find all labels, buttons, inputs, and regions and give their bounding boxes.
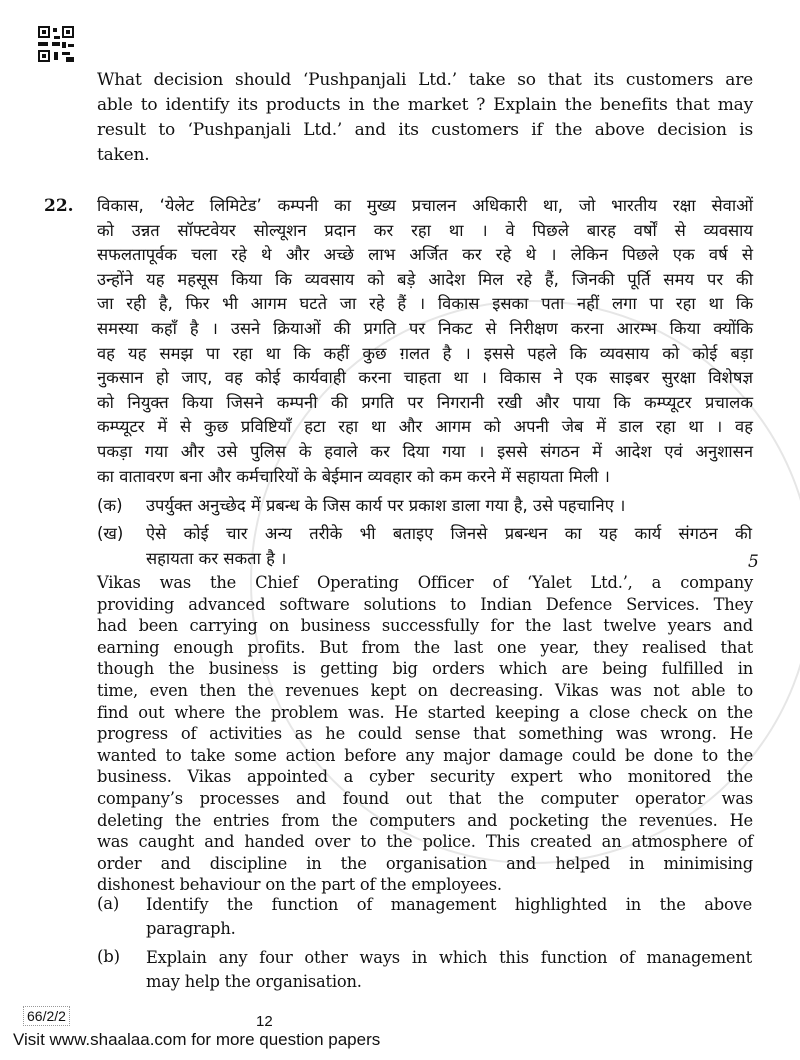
english-part-label: (a) (97, 894, 120, 913)
text-line: order and discipline in the organisation and helped in minimising (97, 853, 753, 873)
text-line: विकास, ‘येलेट लिमिटेड’ कम्पनी का मुख्य प्रचालन अधिकारी था, जो भारतीय रक्षा सेवाओं (97, 196, 753, 215)
text-line: Vikas was the Chief Operating Officer of ‘Yalet Ltd.’, a company (97, 573, 753, 592)
text-line: Explain any four other ways in which this function of management (146, 948, 752, 967)
hindi-part-ka (146, 494, 724, 519)
hindi-part-label: (ख) (97, 524, 124, 543)
text-line: कम्प्यूटर में से कुछ प्रविष्टियाँ हटा रहा था और आगम को अपनी जेब में डाल रहा था । वह (97, 417, 753, 437)
text-line: सफलतापूर्वक चला रहे थे और अच्छे लाभ अर्जित कर रहे थे । लेकिन पिछले एक वर्ष से (97, 245, 753, 265)
text-line: business. Vikas appointed a cyber security expert who monitored the (97, 767, 753, 787)
text-line: को नियुक्त किया जिसने कम्पनी की प्रगति पर निगरानी रखी और पाया कि कम्प्यूटर प्रचालक (97, 392, 753, 412)
text-line: जा रही है, फिर भी आगम घटते जा रहे हैं । विकास इसका पता नहीं लगा पा रहा था कि (97, 294, 753, 314)
text-line: progress of activities as he could sense that something was wrong. He (97, 724, 753, 744)
text-line: को उन्नत सॉफ्टवेयर सोल्यूशन प्रदान कर रहा था । वे पिछले बारह वर्षों से व्यवसाय (97, 220, 753, 240)
text-line: सहायता कर सकता है । (146, 548, 287, 568)
paper-code: 66/2/2 (23, 1006, 70, 1026)
text-line: का वातावरण बना और कर्मचारियों के बेईमान व्यवहार को कम करने में सहायता मिली । (97, 466, 610, 486)
visit-link[interactable]: Visit www.shaalaa.com for more question papers (13, 1030, 381, 1049)
text-line: providing advanced software solutions to Indian Defence Services. They (97, 594, 753, 614)
english-part-a (146, 893, 752, 941)
text-line: find out where the problem was. He started keeping a close check on the (97, 702, 753, 722)
text-line: may help the organisation. (146, 972, 362, 991)
text-line: taken. (97, 145, 150, 165)
text-line: नुकसान हो जाए, वह कोई कार्यवाही करना चाहता था । विकास ने एक साइबर सुरक्षा विशेषज्ञ (97, 368, 753, 388)
text-line: पकड़ा गया और उसे पुलिस के हवाले कर दिया गया । इससे संगठन में आदेश एवं अनुशासन (97, 441, 753, 461)
text-line: earning enough profits. But from the last one year, they realised that (97, 637, 753, 657)
english-part-label: (b) (97, 947, 120, 966)
marks: 5 (748, 552, 759, 572)
text-line: deleting the entries from the computers and pocketing the revenues. He (97, 810, 753, 830)
text-line: What decision should ‘Pushpanjali Ltd.’ take so that its customers are (97, 70, 753, 90)
text-line: उपर्युक्त अनुच्छेद में प्रबन्ध के जिस कार्य पर प्रकाश डाला गया है, उसे पहचानिए । (146, 496, 626, 515)
hindi-part-label: (क) (97, 496, 123, 515)
text-line: dishonest behaviour on the part of the employees. (97, 875, 502, 895)
text-line: paragraph. (146, 919, 236, 938)
text-line: able to identify its products in the market ? Explain the benefits that may (97, 95, 753, 115)
text-line: had been carrying on business successfully for the last twelve years and (97, 616, 753, 636)
text-line: Identify the function of management highlighted in the above (146, 895, 752, 914)
qr-code-icon (38, 26, 74, 62)
text-line: ऐसे कोई चार अन्य तरीके भी बताइए जिनसे प्रबन्धन का यह कार्य संगठन की (146, 524, 752, 543)
text-line: time, even then the revenues kept on decreasing. Vikas was not able to (97, 680, 753, 700)
text-line: समस्या कहाँ है । उसने क्रियाओं की प्रगति पर निकट से निरीक्षण करना आरम्भ किया क्योंकि (97, 318, 753, 338)
english-part-b (146, 946, 752, 994)
hindi-paragraph (97, 194, 753, 489)
page-number: 12 (256, 1013, 273, 1030)
intro-paragraph (97, 68, 753, 168)
text-line: result to ‘Pushpanjali Ltd.’ and its customers if the above decision is (97, 120, 753, 140)
hindi-part-kha (146, 522, 752, 571)
text-line: was caught and handed over to the police. This created an atmosphere of (97, 832, 753, 852)
english-paragraph (97, 572, 753, 896)
text-line: company’s processes and found out that the computer operator was (97, 788, 753, 808)
text-line: wanted to take some action before any major damage could be done to the (97, 745, 753, 765)
question-number: 22. (44, 196, 74, 216)
text-line: उन्होंने यह महसूस किया कि व्यवसाय को बड़े आदेश मिल रहे हैं, जिनकी पूर्ति समय पर की (97, 269, 753, 289)
text-line: though the business is getting big orders which are being fulfilled in (97, 659, 753, 679)
text-line: वह यह समझ पा रहा था कि कहीं कुछ ग़लत है । इससे पहले कि व्यवसाय को कोई बड़ा (97, 343, 753, 363)
